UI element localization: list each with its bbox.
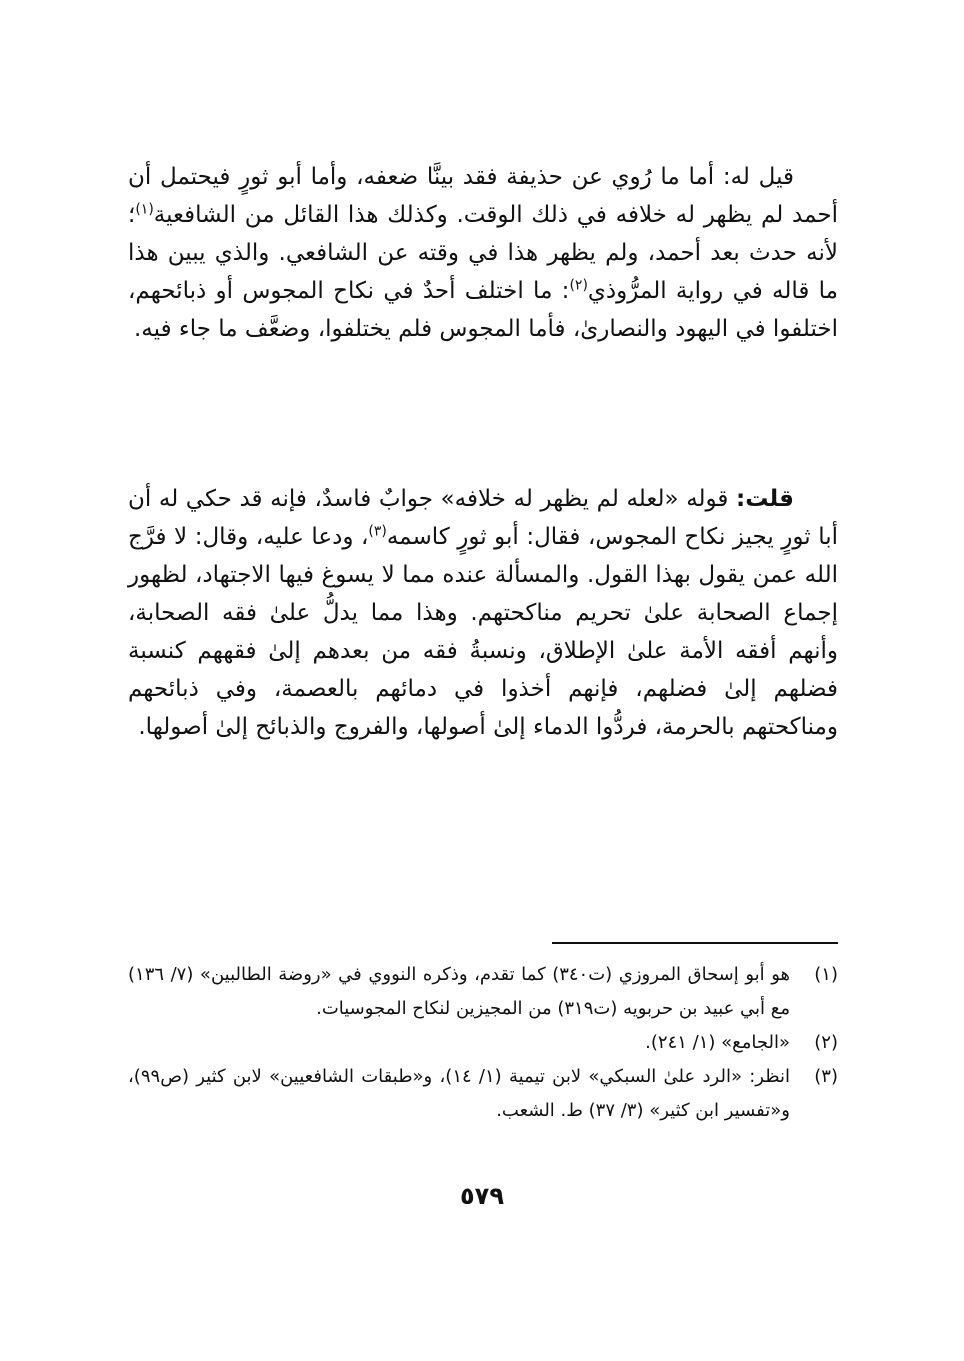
footnote-1-number: (١): [814, 964, 838, 985]
paragraph-2-text-b: ، ودعا عليه، وقال: لا فرَّج الله عمن يقول بهذا القول. والمسألة عنده مما لا يسوغ فيها الاجتهاد، لظهور إجماع الصحابة علىٰ تحريم مناكحتهم. وهذا مما يدلُّ علىٰ فقه الصحابة، وأنهم أفقه الأمة علىٰ الإطلاق، ونسبةُ فقه من بعدهم إلىٰ فقههم كنسبة فضلهم إلىٰ فضلهم، فإنهم أخذوا في دمائهم بالعصمة، وفي ذبائحهم ومناكحتهم بالحرمة، فردُّوا الدماء إلىٰ أصولها، والفروج والذبائح إلىٰ أصولها.: [128, 524, 838, 740]
footnote-separator: [552, 942, 838, 944]
footnote-2: [128, 1026, 838, 1060]
paragraph-2-text-a: قوله «لعله لم يظهر له خلافه» جوابٌ فاسدٌ، فإنه قد حكي له أن أبا ثورٍ يجيز نكاح المجوس، فقال: أبو ثورٍ كاسمه: [128, 486, 838, 550]
paragraph-1-text-b: ؛ لأنه حدث بعد أحمد، ولم يظهر هذا في وقته عن الشافعي. والذي يبين هذا ما قاله في رواية المرُّوذي: [128, 202, 838, 304]
footnote-3-number: (٣): [814, 1066, 838, 1087]
footnote-2-text: «الجامع» (١/ ٢٤١).: [645, 1032, 790, 1053]
paragraph-1-text-a: قيل له: أما ما رُوي عن حذيفة فقد بينَّا ضعفه، وأما أبو ثورٍ فيحتمل أن أحمد لم يظهر له خلافه في ذلك الوقت. وكذلك هذا القائل من الشافعية: [128, 164, 838, 228]
paragraph-1-text-c: : ما اختلف أحدٌ في نكاح المجوس أو ذبائحهم، اختلفوا في اليهود والنصارىٰ، فأما المجوس فلم يختلفوا، وضعَّف ما جاء فيه.: [128, 278, 838, 342]
paragraph-2-lead: قلت:: [736, 486, 794, 512]
footnote-ref-3[interactable]: (٣): [368, 523, 387, 540]
page-number: ٥٧٩: [460, 1182, 504, 1210]
footnote-ref-1[interactable]: (١): [135, 201, 154, 218]
footnote-1: [128, 958, 838, 1026]
footnote-2-number: (٢): [814, 1032, 838, 1053]
footnote-3-text: انظر: «الرد علىٰ السبكي» لابن تيمية (١/ ١٤)، و«طبقات الشافعيين» لابن كثير (ص٩٩)، و«تفسير ابن كثير» (٣/ ٣٧) ط. الشعب.: [128, 1066, 790, 1121]
footnote-ref-2[interactable]: (٢): [569, 277, 588, 294]
footnote-1-text: هو أبو إسحاق المروزي (ت٣٤٠) كما تقدم، وذكره النووي في «روضة الطالبين» (٧/ ١٣٦) مع أبي عبيد بن حربويه (ت٣١٩) من المجيزين لنكاح المجوسيات.: [128, 964, 790, 1019]
footnote-3: [128, 1060, 838, 1128]
paragraph-2: [128, 480, 838, 746]
paragraph-1: [128, 158, 838, 348]
footnotes-section: [128, 958, 838, 1128]
